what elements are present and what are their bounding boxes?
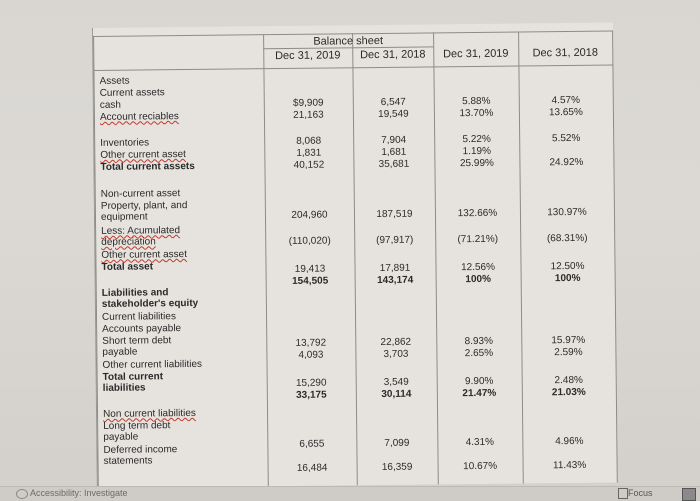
cell-value: (71.21%) — [457, 233, 499, 246]
row-label: Total current liabilities — [102, 371, 164, 394]
group-title: Balance sheet — [313, 34, 384, 48]
balance-sheet-table — [92, 23, 618, 488]
row-label: Other current liabilities — [102, 358, 203, 371]
row-label: Long term debt payable — [103, 420, 171, 443]
cell-value: 4,093 — [298, 349, 324, 361]
col-header-2: Dec 31, 2018 — [360, 48, 426, 62]
cell-value: 35,681 — [378, 158, 410, 171]
accessibility-icon[interactable] — [16, 489, 28, 499]
row-label: Current liabilities — [101, 311, 177, 323]
cell-value: 4.31% — [465, 436, 495, 449]
cell-value: $9,909 — [292, 97, 324, 109]
cell-value: 3,703 — [383, 348, 409, 360]
cell-value: 154,505 — [292, 275, 329, 287]
cell-value: 17,891 — [379, 262, 411, 274]
cell-value: 21.47% — [462, 387, 497, 400]
status-bar — [0, 486, 700, 501]
cell-value: 13,792 — [295, 337, 327, 349]
cell-value: 15,290 — [295, 377, 327, 389]
cell-value: 16,484 — [296, 462, 328, 474]
row-label: Non-current asset — [100, 188, 181, 200]
cell-value: 5.88% — [462, 95, 491, 108]
cell-value: 11.43% — [552, 459, 587, 472]
row-label: Account reciables — [99, 111, 179, 123]
cell-value: 15.97% — [551, 334, 586, 347]
cell-value: 10.67% — [463, 460, 498, 473]
row-label: Liabilities and stakeholder's equity — [101, 287, 199, 310]
cell-value: 1,681 — [381, 146, 407, 158]
cell-value: 9.90% — [464, 375, 494, 388]
cell-value: 7,099 — [384, 437, 410, 449]
cell-value: 13.70% — [459, 107, 494, 120]
row-label: Total asset — [101, 261, 154, 273]
row-label: cash — [99, 99, 121, 111]
cell-value: 22,862 — [380, 336, 412, 348]
cell-value: 8.93% — [464, 335, 494, 348]
cell-value: 5.22% — [462, 133, 491, 146]
cell-value: 8,068 — [296, 135, 322, 147]
cell-value: 40,152 — [293, 159, 325, 171]
cell-value: 21.03% — [551, 386, 586, 399]
row-label: Inventories — [100, 137, 150, 149]
cell-value: 2.65% — [464, 347, 494, 360]
cell-value: 4.57% — [551, 94, 581, 107]
cell-value — [519, 145, 613, 146]
cell-value: 12.56% — [461, 261, 496, 274]
cell-value: (68.31%) — [546, 232, 588, 245]
cell-value: 33,175 — [296, 389, 327, 401]
row-label: Accounts payable — [102, 323, 182, 335]
cell-value: 16,359 — [381, 461, 413, 473]
cell-value: 130.97% — [547, 206, 587, 219]
row-label: Other current asset — [101, 249, 188, 261]
cell-value: 2.48% — [554, 374, 583, 387]
cell-value: 187,519 — [376, 208, 413, 221]
cell-value: 1,831 — [296, 147, 322, 159]
focus-icon[interactable] — [618, 488, 628, 499]
row-label: Total current assets — [100, 160, 195, 173]
cell-value: 12.50% — [550, 260, 585, 273]
cell-value: 2.59% — [554, 346, 583, 359]
row-label: Less: Acumulated depreciation — [101, 225, 181, 248]
cell-value: 100% — [554, 272, 581, 285]
col-header-1: Dec 31, 2019 — [275, 49, 341, 63]
cell-value: (110,020) — [288, 235, 331, 247]
cell-value: 7,904 — [381, 134, 407, 146]
cell-value: 1.19% — [462, 145, 492, 158]
cell-value: 13.65% — [548, 106, 583, 119]
cell-value: 6,655 — [299, 438, 325, 450]
cell-value: (97,917) — [376, 234, 414, 247]
cell-value: 19,413 — [294, 263, 326, 275]
cell-value: 3,549 — [383, 376, 409, 388]
row-label: Short term debt payable — [102, 335, 172, 358]
cell-value: 100% — [465, 273, 491, 286]
accessibility-status[interactable]: Accessibility: Investigate — [30, 488, 128, 498]
cell-value: 4.96% — [555, 435, 584, 448]
cell-value: 25.99% — [459, 157, 494, 170]
cell-value: 24.92% — [549, 156, 584, 169]
focus-button[interactable]: Focus — [628, 488, 653, 498]
row-label: Property, plant, and equipment — [100, 200, 188, 223]
cell-value: 132.66% — [457, 207, 498, 220]
row-label: Assets — [99, 75, 130, 87]
cell-value: 21,163 — [293, 109, 324, 121]
row-label: Other current asset — [100, 149, 186, 161]
view-icon[interactable] — [682, 488, 696, 501]
cell-value: 5.52% — [551, 132, 581, 145]
col-header-3: Dec 31, 2019 — [443, 47, 509, 61]
row-label: Current assets — [99, 87, 165, 99]
cell-value: 204,960 — [291, 209, 328, 221]
cell-value: 6,547 — [380, 96, 406, 108]
cell-value: 30,114 — [381, 388, 412, 400]
row-label: Non current liabilities — [102, 407, 196, 420]
cell-value: 19,549 — [378, 108, 409, 121]
cell-value: 143,174 — [377, 274, 414, 287]
col-header-4: Dec 31, 2018 — [532, 46, 599, 60]
row-label: Deferred income statements — [103, 444, 178, 467]
